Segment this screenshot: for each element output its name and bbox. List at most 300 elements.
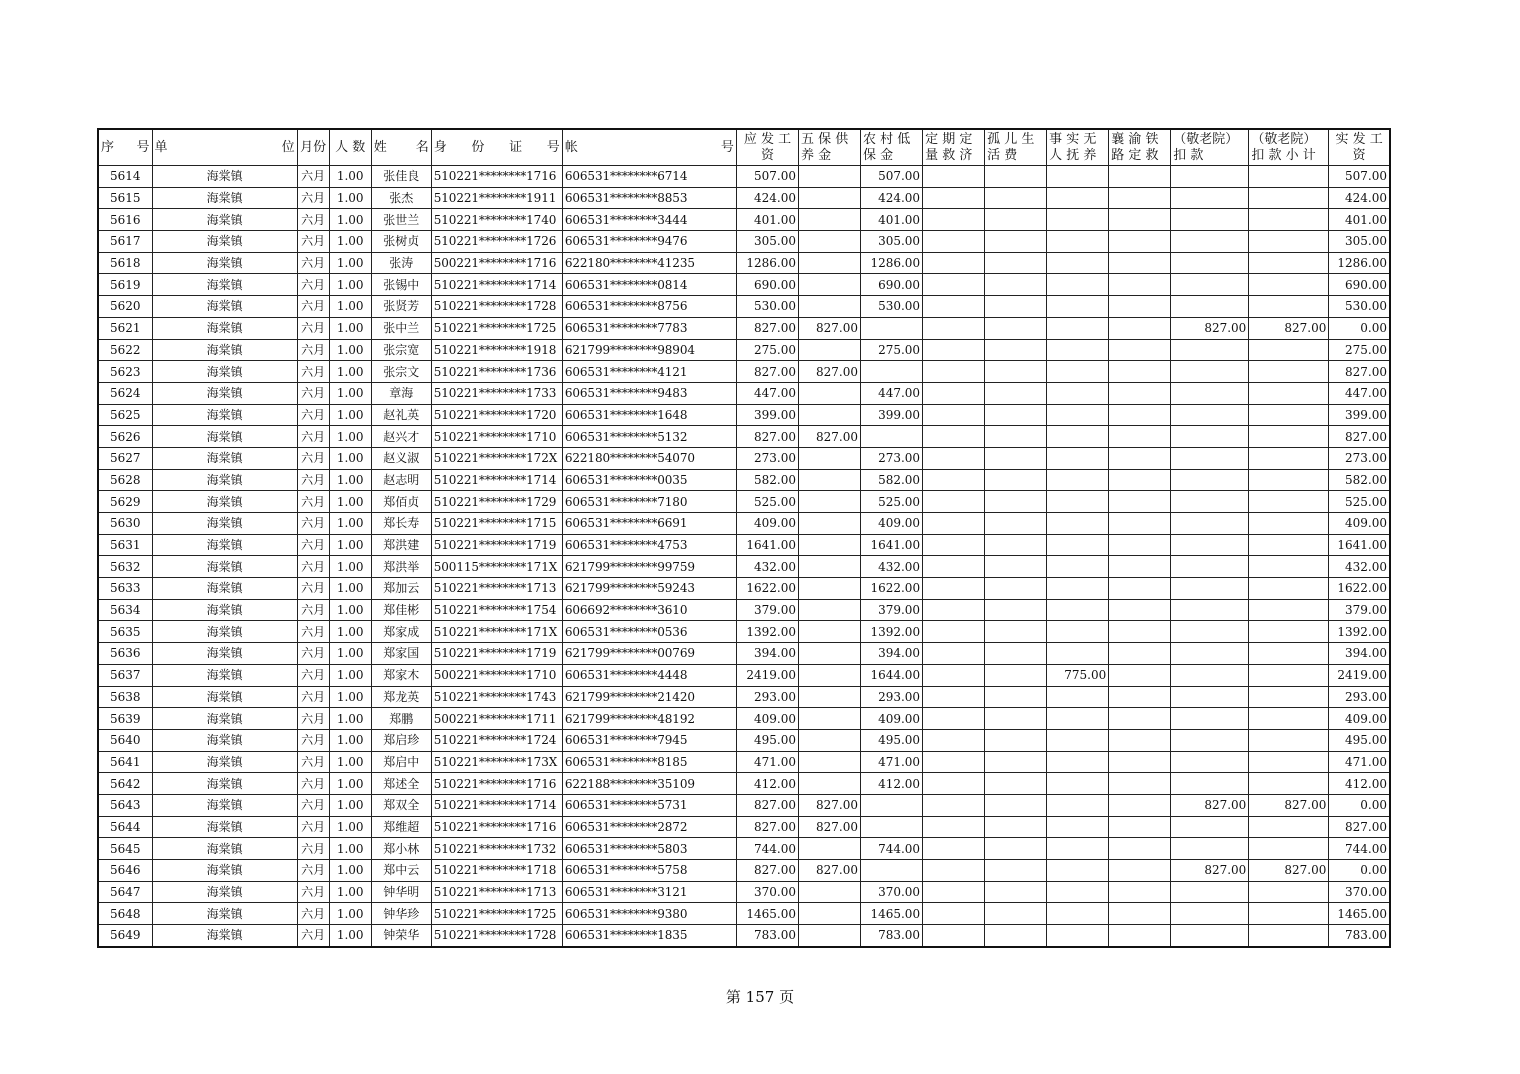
cell-seq: 5647 (98, 881, 152, 903)
cell-net: 690.00 (1329, 274, 1390, 296)
cell-month: 六月 (297, 903, 329, 925)
header-orphan: 孤 儿 生 活 费 (985, 129, 1047, 166)
cell-dibao: 690.00 (861, 274, 923, 296)
cell-count: 1.00 (329, 621, 371, 643)
cell-fixed (923, 513, 985, 535)
table-row (98, 166, 1390, 188)
cell-unit: 海棠镇 (152, 773, 297, 795)
cell-orphan (985, 686, 1047, 708)
cell-orphan (985, 404, 1047, 426)
cell-deduct (1171, 881, 1249, 903)
cell-month: 六月 (297, 860, 329, 882)
cell-net: 447.00 (1329, 382, 1390, 404)
cell-defacto (1047, 404, 1109, 426)
cell-fixed (923, 361, 985, 383)
cell-month: 六月 (297, 708, 329, 730)
cell-orphan (985, 903, 1047, 925)
cell-wubao (798, 838, 860, 860)
cell-wubao: 827.00 (798, 361, 860, 383)
cell-deduct-sub (1249, 838, 1329, 860)
cell-wubao: 827.00 (798, 426, 860, 448)
cell-month: 六月 (297, 491, 329, 513)
cell-fixed (923, 903, 985, 925)
cell-name: 张涛 (371, 252, 431, 274)
cell-month: 六月 (297, 447, 329, 469)
cell-count: 1.00 (329, 534, 371, 556)
cell-defacto (1047, 621, 1109, 643)
cell-gross: 1641.00 (736, 534, 798, 556)
header-deduct: （敬老院） 扣 款 (1171, 129, 1249, 166)
cell-unit: 海棠镇 (152, 578, 297, 600)
cell-unit: 海棠镇 (152, 925, 297, 947)
table-row (98, 382, 1390, 404)
cell-defacto (1047, 751, 1109, 773)
cell-net: 0.00 (1329, 794, 1390, 816)
cell-count: 1.00 (329, 274, 371, 296)
cell-net: 0.00 (1329, 860, 1390, 882)
cell-gross: 394.00 (736, 643, 798, 665)
cell-account: 606692********3610 (562, 599, 736, 621)
cell-account: 606531********9476 (562, 231, 736, 253)
cell-name: 张世兰 (371, 209, 431, 231)
cell-dibao: 582.00 (861, 469, 923, 491)
cell-wubao (798, 469, 860, 491)
cell-orphan (985, 925, 1047, 947)
cell-defacto (1047, 166, 1109, 188)
cell-account: 606531********5758 (562, 860, 736, 882)
cell-orphan (985, 838, 1047, 860)
cell-id: 510221********171X (431, 621, 562, 643)
cell-wubao (798, 187, 860, 209)
cell-id: 510221********1714 (431, 469, 562, 491)
cell-count: 1.00 (329, 339, 371, 361)
cell-seq: 5620 (98, 296, 152, 318)
cell-defacto (1047, 838, 1109, 860)
cell-account: 606531********0814 (562, 274, 736, 296)
cell-id: 500221********1711 (431, 708, 562, 730)
cell-xiangyu (1109, 794, 1171, 816)
cell-deduct (1171, 729, 1249, 751)
cell-net: 275.00 (1329, 339, 1390, 361)
cell-net: 1392.00 (1329, 621, 1390, 643)
cell-seq: 5624 (98, 382, 152, 404)
cell-deduct-sub (1249, 209, 1329, 231)
cell-seq: 5638 (98, 686, 152, 708)
cell-seq: 5644 (98, 816, 152, 838)
cell-net: 432.00 (1329, 556, 1390, 578)
cell-deduct (1171, 426, 1249, 448)
cell-seq: 5632 (98, 556, 152, 578)
cell-gross: 401.00 (736, 209, 798, 231)
cell-orphan (985, 339, 1047, 361)
cell-count: 1.00 (329, 209, 371, 231)
cell-id: 510221********1710 (431, 426, 562, 448)
cell-seq: 5618 (98, 252, 152, 274)
cell-dibao (861, 317, 923, 339)
cell-month: 六月 (297, 209, 329, 231)
cell-name: 钟荣华 (371, 925, 431, 947)
table-row (98, 729, 1390, 751)
cell-id: 510221********1732 (431, 838, 562, 860)
cell-unit: 海棠镇 (152, 838, 297, 860)
cell-id: 510221********1720 (431, 404, 562, 426)
cell-account: 622180********54070 (562, 447, 736, 469)
header-row (98, 129, 1390, 166)
cell-deduct-sub (1249, 664, 1329, 686)
cell-net: 744.00 (1329, 838, 1390, 860)
cell-deduct-sub (1249, 469, 1329, 491)
cell-seq: 5640 (98, 729, 152, 751)
cell-unit: 海棠镇 (152, 751, 297, 773)
cell-orphan (985, 274, 1047, 296)
cell-name: 钟华珍 (371, 903, 431, 925)
table-row (98, 664, 1390, 686)
cell-gross: 507.00 (736, 166, 798, 188)
cell-seq: 5623 (98, 361, 152, 383)
cell-orphan (985, 252, 1047, 274)
cell-xiangyu (1109, 231, 1171, 253)
cell-defacto (1047, 317, 1109, 339)
cell-orphan (985, 534, 1047, 556)
cell-name: 郑龙英 (371, 686, 431, 708)
cell-gross: 305.00 (736, 231, 798, 253)
cell-fixed (923, 187, 985, 209)
cell-unit: 海棠镇 (152, 382, 297, 404)
cell-gross: 1622.00 (736, 578, 798, 600)
cell-net: 273.00 (1329, 447, 1390, 469)
cell-gross: 273.00 (736, 447, 798, 469)
cell-id: 510221********1718 (431, 860, 562, 882)
cell-xiangyu (1109, 296, 1171, 318)
cell-gross: 379.00 (736, 599, 798, 621)
cell-defacto (1047, 794, 1109, 816)
cell-fixed (923, 664, 985, 686)
cell-name: 章海 (371, 382, 431, 404)
cell-account: 606531********7180 (562, 491, 736, 513)
cell-fixed (923, 578, 985, 600)
cell-defacto (1047, 903, 1109, 925)
cell-gross: 582.00 (736, 469, 798, 491)
cell-xiangyu (1109, 708, 1171, 730)
cell-fixed (923, 274, 985, 296)
cell-month: 六月 (297, 252, 329, 274)
cell-xiangyu (1109, 903, 1171, 925)
table-row (98, 773, 1390, 795)
cell-fixed (923, 252, 985, 274)
cell-net: 379.00 (1329, 599, 1390, 621)
cell-id: 510221********1724 (431, 729, 562, 751)
cell-deduct-sub: 827.00 (1249, 860, 1329, 882)
cell-defacto (1047, 599, 1109, 621)
cell-seq: 5648 (98, 903, 152, 925)
cell-dibao: 1286.00 (861, 252, 923, 274)
cell-gross: 432.00 (736, 556, 798, 578)
cell-gross: 525.00 (736, 491, 798, 513)
cell-orphan (985, 664, 1047, 686)
cell-seq: 5628 (98, 469, 152, 491)
header-id: 身 份 证 号 (431, 129, 562, 166)
cell-account: 606531********0536 (562, 621, 736, 643)
cell-account: 606531********9483 (562, 382, 736, 404)
cell-deduct (1171, 903, 1249, 925)
cell-unit: 海棠镇 (152, 643, 297, 665)
cell-deduct-sub (1249, 231, 1329, 253)
cell-dibao (861, 794, 923, 816)
cell-account: 606531********8756 (562, 296, 736, 318)
cell-fixed (923, 166, 985, 188)
cell-xiangyu (1109, 925, 1171, 947)
cell-fixed (923, 317, 985, 339)
cell-xiangyu (1109, 469, 1171, 491)
cell-name: 郑述全 (371, 773, 431, 795)
cell-orphan (985, 708, 1047, 730)
cell-deduct-sub (1249, 643, 1329, 665)
cell-account: 621799********59243 (562, 578, 736, 600)
header-gross: 应 发 工 资 (736, 129, 798, 166)
cell-fixed (923, 925, 985, 947)
cell-defacto (1047, 274, 1109, 296)
header-fixed: 定 期 定 量 救 济 (923, 129, 985, 166)
cell-gross: 409.00 (736, 708, 798, 730)
cell-xiangyu (1109, 361, 1171, 383)
cell-account: 606531********7945 (562, 729, 736, 751)
cell-gross: 744.00 (736, 838, 798, 860)
cell-xiangyu (1109, 599, 1171, 621)
cell-fixed (923, 447, 985, 469)
cell-count: 1.00 (329, 925, 371, 947)
cell-seq: 5626 (98, 426, 152, 448)
table-row (98, 317, 1390, 339)
cell-count: 1.00 (329, 404, 371, 426)
cell-month: 六月 (297, 556, 329, 578)
cell-month: 六月 (297, 296, 329, 318)
cell-fixed (923, 339, 985, 361)
table-row (98, 534, 1390, 556)
cell-month: 六月 (297, 274, 329, 296)
cell-name: 张杰 (371, 187, 431, 209)
cell-wubao: 827.00 (798, 860, 860, 882)
cell-deduct (1171, 209, 1249, 231)
cell-unit: 海棠镇 (152, 881, 297, 903)
cell-defacto (1047, 339, 1109, 361)
cell-month: 六月 (297, 513, 329, 535)
cell-account: 621799********99759 (562, 556, 736, 578)
cell-deduct (1171, 361, 1249, 383)
cell-unit: 海棠镇 (152, 816, 297, 838)
cell-net: 409.00 (1329, 513, 1390, 535)
cell-name: 郑洪举 (371, 556, 431, 578)
cell-unit: 海棠镇 (152, 469, 297, 491)
header-name: 姓 名 (371, 129, 431, 166)
cell-deduct (1171, 447, 1249, 469)
cell-deduct (1171, 296, 1249, 318)
cell-seq: 5627 (98, 447, 152, 469)
header-dibao: 农 村 低 保 金 (861, 129, 923, 166)
cell-dibao: 525.00 (861, 491, 923, 513)
cell-defacto (1047, 231, 1109, 253)
cell-wubao (798, 621, 860, 643)
cell-dibao (861, 816, 923, 838)
cell-fixed (923, 686, 985, 708)
cell-name: 赵礼英 (371, 404, 431, 426)
cell-unit: 海棠镇 (152, 252, 297, 274)
cell-wubao (798, 881, 860, 903)
cell-seq: 5622 (98, 339, 152, 361)
cell-deduct (1171, 513, 1249, 535)
cell-defacto (1047, 187, 1109, 209)
cell-deduct-sub (1249, 513, 1329, 535)
cell-gross: 471.00 (736, 751, 798, 773)
cell-month: 六月 (297, 578, 329, 600)
cell-seq: 5630 (98, 513, 152, 535)
cell-net: 2419.00 (1329, 664, 1390, 686)
cell-wubao (798, 773, 860, 795)
cell-gross: 783.00 (736, 925, 798, 947)
cell-deduct (1171, 274, 1249, 296)
cell-dibao: 1392.00 (861, 621, 923, 643)
cell-net: 401.00 (1329, 209, 1390, 231)
cell-defacto (1047, 361, 1109, 383)
cell-name: 张佳良 (371, 166, 431, 188)
table-row (98, 903, 1390, 925)
cell-unit: 海棠镇 (152, 621, 297, 643)
cell-orphan (985, 860, 1047, 882)
cell-seq: 5614 (98, 166, 152, 188)
cell-net: 412.00 (1329, 773, 1390, 795)
cell-wubao (798, 491, 860, 513)
cell-wubao (798, 664, 860, 686)
cell-wubao (798, 252, 860, 274)
cell-orphan (985, 599, 1047, 621)
cell-count: 1.00 (329, 773, 371, 795)
cell-seq: 5621 (98, 317, 152, 339)
header-unit: 单 位 (152, 129, 297, 166)
cell-deduct (1171, 686, 1249, 708)
cell-defacto (1047, 296, 1109, 318)
cell-account: 606531********5803 (562, 838, 736, 860)
cell-net: 1622.00 (1329, 578, 1390, 600)
cell-defacto (1047, 773, 1109, 795)
cell-seq: 5637 (98, 664, 152, 686)
table-row (98, 556, 1390, 578)
cell-deduct (1171, 664, 1249, 686)
cell-dibao: 471.00 (861, 751, 923, 773)
cell-gross: 370.00 (736, 881, 798, 903)
header-count: 人 数 (329, 129, 371, 166)
cell-gross: 827.00 (736, 426, 798, 448)
cell-gross: 447.00 (736, 382, 798, 404)
cell-id: 510221********1716 (431, 166, 562, 188)
cell-seq: 5645 (98, 838, 152, 860)
cell-net: 1465.00 (1329, 903, 1390, 925)
cell-deduct (1171, 491, 1249, 513)
cell-orphan (985, 166, 1047, 188)
cell-deduct-sub (1249, 166, 1329, 188)
cell-id: 500221********1716 (431, 252, 562, 274)
cell-id: 510221********1725 (431, 317, 562, 339)
cell-fixed (923, 556, 985, 578)
cell-dibao: 370.00 (861, 881, 923, 903)
cell-month: 六月 (297, 317, 329, 339)
cell-deduct (1171, 382, 1249, 404)
cell-count: 1.00 (329, 556, 371, 578)
cell-xiangyu (1109, 382, 1171, 404)
cell-seq: 5634 (98, 599, 152, 621)
cell-fixed (923, 794, 985, 816)
cell-account: 606531********8853 (562, 187, 736, 209)
cell-wubao (798, 534, 860, 556)
cell-id: 510221********1743 (431, 686, 562, 708)
table-row (98, 426, 1390, 448)
cell-name: 郑家国 (371, 643, 431, 665)
cell-fixed (923, 534, 985, 556)
cell-id: 510221********1714 (431, 794, 562, 816)
cell-dibao (861, 361, 923, 383)
table-row (98, 447, 1390, 469)
cell-xiangyu (1109, 447, 1171, 469)
cell-fixed (923, 621, 985, 643)
cell-count: 1.00 (329, 794, 371, 816)
cell-orphan (985, 231, 1047, 253)
cell-name: 张树贞 (371, 231, 431, 253)
table-body (98, 166, 1390, 947)
cell-seq: 5636 (98, 643, 152, 665)
cell-deduct-sub (1249, 361, 1329, 383)
cell-net: 399.00 (1329, 404, 1390, 426)
cell-deduct-sub (1249, 534, 1329, 556)
cell-count: 1.00 (329, 686, 371, 708)
cell-dibao: 447.00 (861, 382, 923, 404)
cell-xiangyu (1109, 729, 1171, 751)
cell-orphan (985, 513, 1047, 535)
cell-count: 1.00 (329, 599, 371, 621)
cell-month: 六月 (297, 599, 329, 621)
cell-gross: 1465.00 (736, 903, 798, 925)
cell-defacto (1047, 426, 1109, 448)
page-number: 第 157 页 (725, 988, 795, 1006)
cell-defacto (1047, 708, 1109, 730)
table-row (98, 686, 1390, 708)
cell-xiangyu (1109, 426, 1171, 448)
cell-account: 606531********1835 (562, 925, 736, 947)
cell-deduct-sub (1249, 426, 1329, 448)
cell-account: 622188********35109 (562, 773, 736, 795)
cell-name: 郑长寿 (371, 513, 431, 535)
cell-deduct (1171, 187, 1249, 209)
cell-id: 510221********1714 (431, 274, 562, 296)
cell-month: 六月 (297, 643, 329, 665)
table-row (98, 925, 1390, 947)
cell-fixed (923, 860, 985, 882)
cell-net: 293.00 (1329, 686, 1390, 708)
cell-defacto (1047, 556, 1109, 578)
cell-name: 张锡中 (371, 274, 431, 296)
cell-xiangyu (1109, 534, 1171, 556)
cell-deduct-sub: 827.00 (1249, 317, 1329, 339)
cell-orphan (985, 447, 1047, 469)
cell-month: 六月 (297, 881, 329, 903)
cell-wubao (798, 382, 860, 404)
cell-wubao (798, 209, 860, 231)
cell-fixed (923, 426, 985, 448)
cell-orphan (985, 426, 1047, 448)
cell-dibao: 1641.00 (861, 534, 923, 556)
cell-unit: 海棠镇 (152, 729, 297, 751)
cell-defacto (1047, 209, 1109, 231)
cell-account: 606531********0035 (562, 469, 736, 491)
cell-deduct-sub (1249, 925, 1329, 947)
table-row (98, 708, 1390, 730)
